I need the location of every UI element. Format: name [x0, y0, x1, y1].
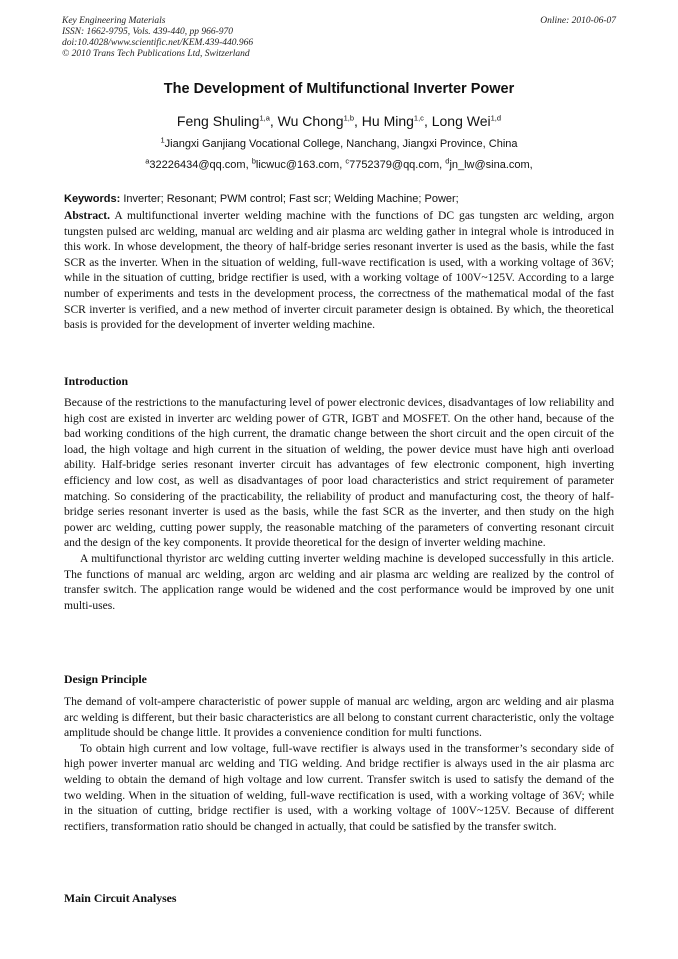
journal-header: [62, 16, 616, 60]
abstract-label: Abstract.: [64, 209, 111, 222]
introduction-heading: Introduction: [64, 374, 129, 388]
keywords-label: Keywords:: [64, 193, 121, 205]
abstract-text: A multifunctional inverter welding machine with the functions of DC gas tungsten arc welding, argon tungsten pulsed arc welding, manual arc welding and air plasma arc welding gather in integral whole is introduced in this work. In whose development, the theory of half-bridge series resonant inverter is used as the basis, while the fast SCR as the inverter. When in the situation of welding, full-wave rectification is used, with a working voltage of 36V; while in the situation of cutting, bridge rectifier is used, with a working voltage of 100V~125V. According to a large number of experiments and tests in the development process, the correctness of the mathematical modal of the fast SCR inverter is verified, and a new method of inverter circuit parameter design is obtained. By which, the theoretical basis is provided for the development of inverter welding machine.: [64, 209, 615, 332]
keywords-text: Inverter; Resonant; PWM control; Fast scr; Welding Machine; Power;: [123, 193, 459, 205]
paragraph: To obtain high current and low voltage, full-wave rectifier is always used in the transformer’s secondary side of high power inverter manual arc welding and TIG welding. And bridge rectifier is always used in the air plasma arc welding to obtain the demand of high voltage and low current. Transfer switch is used to satisfy the demand of the two welding. When in the situation of welding, full-wave rectification is used, with a working voltage of 36V; while in the situation of cutting, bridge rectifier is used, with a working voltage of 100V~125V. Because of different rectifiers, transformation ratio should be changed in actually, that could be satisfied by the transfer switch.: [64, 741, 614, 833]
email-sup: c: [345, 156, 350, 166]
email-link[interactable]: licwuc@163.com,: [255, 159, 343, 171]
journal-issn: ISSN: 1662-9795, Vols. 439-440, pp 966-970: [62, 27, 233, 37]
email-link[interactable]: 7752379@qq.com,: [349, 159, 443, 171]
online-date: Online: 2010-06-07: [540, 16, 616, 26]
email-list: [0, 156, 678, 171]
author-name: Feng Shuling: [176, 113, 260, 129]
email-sup: a: [145, 156, 150, 166]
author-name: Hu Ming: [361, 113, 414, 129]
author-sup: 1,c: [413, 113, 424, 123]
paper-title: The Development of Multifunctional Inverter Power: [163, 81, 515, 97]
author-sup: 1,d: [490, 113, 502, 123]
email-sup: b: [251, 156, 256, 166]
affiliation-text: Jiangxi Ganjiang Vocational College, Nanchang, Jiangxi Province, China: [164, 138, 518, 150]
author-name: Long Wei: [431, 113, 491, 129]
affiliation-sup: 1: [160, 135, 165, 145]
journal-copyright: © 2010 Trans Tech Publications Ltd, Switzerland: [62, 49, 250, 59]
paragraph: Because of the restrictions to the manufacturing level of power electronic devices, disadvantages of low reliability and high cost are existed in inverter arc welding power of GTR, IGBT and MOSFET. On the other hand, because of the bad working conditions of the high current, the dramatic change between the short circuit and the open circuit of the load, the high voltage and high current in the situation of welding, the power device must have high anti overload ability. Half-bridge series resonant inverter circuit has advantages of few electronic component, high inverting efficiency and low cost, as well as disadvantages of poor load characteristics and strict requirement of parameter matching. So considering of the practicability, the reliability of product and manufacturing cost, the theory of half-bridge series resonant inverter is used as the basis, while the fast SCR as the inverter, and then study on the high power arc welding, cutting power supply, the reasonable matching of the parameters of converting resonant circuit and the design of the key components. It provide theoretical for the design of inverter welding machine.: [64, 396, 614, 550]
main-circuit-heading: Main Circuit Analyses: [64, 891, 177, 905]
journal-doi: doi:10.4028/www.scientific.net/KEM.439-440.966: [62, 38, 254, 48]
paragraph: The demand of volt-ampere characteristic of power supple of manual arc welding, argon arc welding and air plasma arc welding is different, but their basic characteristics are all belong to constant current characteristic, only the voltage amplitude should be change little. It provides a convenience condition for multi functions.: [64, 695, 614, 740]
author-sup: 1,a: [259, 113, 270, 123]
design-principle-body: [64, 694, 614, 834]
paragraph: A multifunctional thyristor arc welding cutting inverter welding machine is developed successfully in this article. The functions of manual arc welding, argon arc welding and air plasma arc welding are realized by the control of transfer switch. The application range would be widened and the cost performance would be improved by one unit multi-uses.: [64, 551, 614, 612]
email-link[interactable]: 32226434@qq.com,: [149, 159, 249, 171]
author-sup: 1,b: [343, 113, 354, 123]
abstract: [64, 208, 614, 333]
author-list: Feng Shuling$^{1,a}$, Wu Chong$^{1,b}$, Hu Ming$^{1,c}$, Long Wei$^{1,d}$: [176, 113, 502, 129]
email-sup: d: [445, 156, 450, 166]
journal-name: Key Engineering Materials: [62, 16, 166, 26]
email-link[interactable]: jn_lw@sina.com,: [449, 159, 533, 171]
introduction-body: [64, 395, 614, 613]
design-principle-heading: Design Principle: [64, 672, 147, 686]
author-name: Wu Chong: [277, 113, 344, 129]
affiliation: [0, 135, 678, 150]
keywords: [64, 193, 618, 205]
